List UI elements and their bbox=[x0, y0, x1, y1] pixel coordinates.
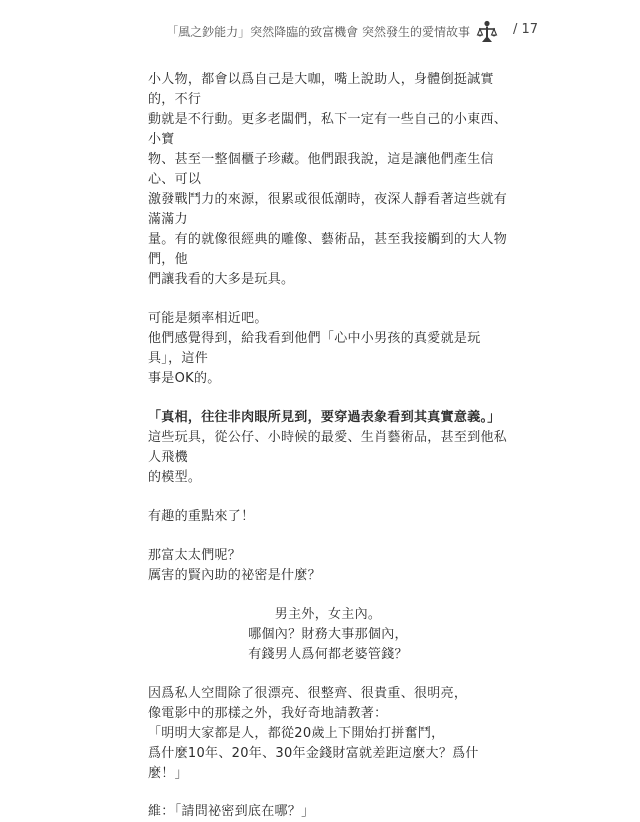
paragraph-line: 那富太太們呢？ bbox=[148, 548, 242, 563]
centered-line: 男主外，女主內。 bbox=[274, 607, 382, 622]
paragraph-line: 可能是頻率相近吧。 bbox=[148, 311, 268, 326]
paragraph-line: 維：「請問祕密到底在哪？」 bbox=[148, 804, 315, 819]
balance-scale-figure-icon bbox=[476, 20, 498, 44]
page-body bbox=[148, 70, 508, 822]
paragraph-line: 像電影中的那樣之外，我好奇地請教著： bbox=[148, 706, 388, 721]
paragraph-line: 爲什麼10年、20年、30年金錢財富就差距這麼大？爲什麼！」 bbox=[148, 746, 479, 781]
centered-line: 哪個內？財務大事那個內， bbox=[248, 627, 408, 642]
page-header bbox=[0, 20, 640, 42]
running-title: 「風之鈔能力」突然降臨的致富機會 突然發生的愛情故事 bbox=[166, 25, 470, 39]
paragraph-line: 量。有的就像很經典的雕像、藝術品，甚至我接觸到的大人物們，他 bbox=[148, 232, 508, 267]
paragraph-line: 激發戰鬥力的來源，很累或很低潮時，夜深人靜看著這些就有滿滿力 bbox=[148, 192, 508, 227]
paragraph-line: 有趣的重點來了！ bbox=[148, 509, 255, 524]
paragraph-line: 們讓我看的大多是玩具。 bbox=[148, 272, 295, 287]
paragraph-line: 厲害的賢內助的祕密是什麼？ bbox=[148, 568, 321, 583]
paragraph-line: 物、甚至一整個櫃子珍藏。他們跟我說，這是讓他們產生信心、可以 bbox=[148, 152, 494, 187]
paragraph-line: 因爲私人空間除了很漂亮、很整齊、很貴重、很明亮， bbox=[148, 686, 468, 701]
paragraph-line: 動就是不行動。更多老闆們，私下一定有一些自己的小東西、小寶 bbox=[148, 112, 508, 147]
paragraph-line: 事是OK的。 bbox=[148, 371, 221, 386]
centered-line: 有錢男人爲何都老婆管錢？ bbox=[248, 647, 408, 662]
paragraph-line: 小人物，都會以爲自己是大咖，嘴上說助人，身體倒挺誠實的，不行 bbox=[148, 72, 494, 107]
paragraph-line: 他們感覺得到，給我看到他們「心中小男孩的真愛就是玩具」，這件 bbox=[148, 331, 481, 366]
paragraph-line: 的模型。 bbox=[148, 470, 202, 485]
bold-quote: 「真相，往往非肉眼所見到，要穿過表象看到其真實意義。」 bbox=[148, 410, 501, 425]
paragraph-line: 這些玩具，從公仔、小時候的最愛、生肖藝術品，甚至到他私人飛機 bbox=[148, 430, 508, 465]
paragraph-line: 「明明大家都是人，都從20歲上下開始打拼奮鬥， bbox=[148, 726, 445, 741]
page-number: / 17 bbox=[513, 22, 539, 37]
